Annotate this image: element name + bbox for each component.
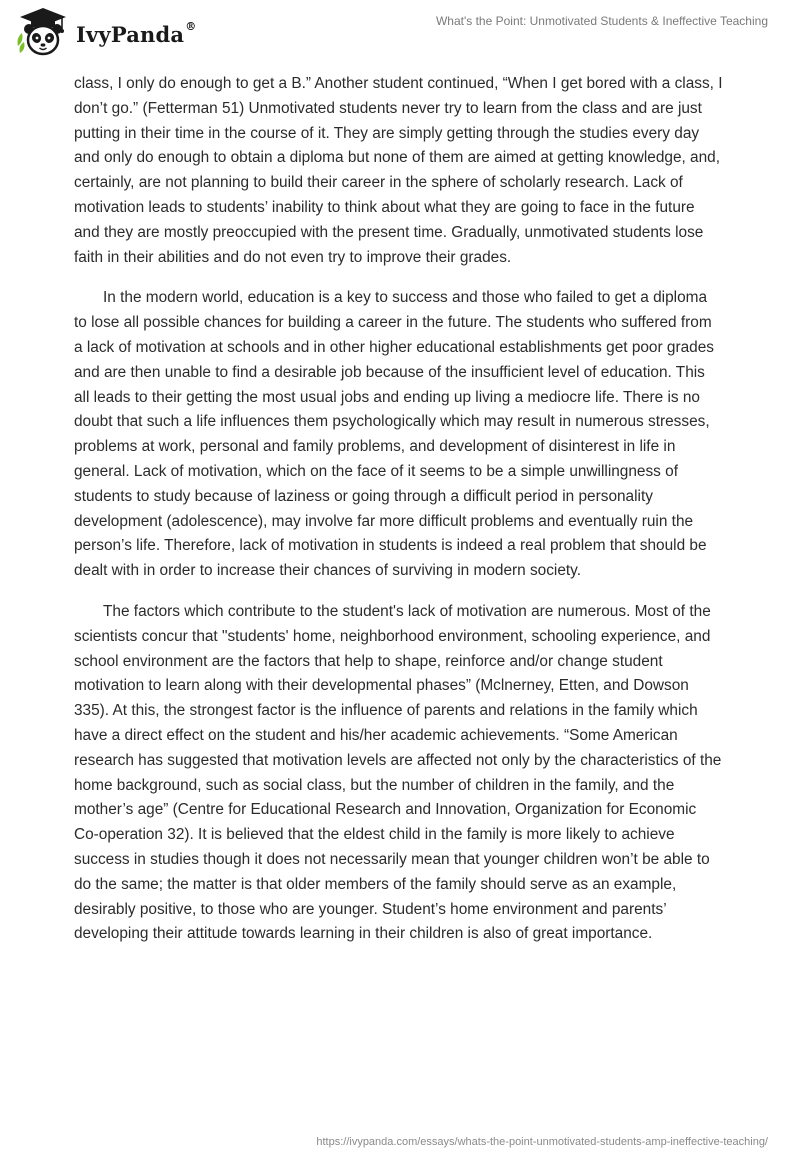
essay-body: [74, 72, 724, 963]
paragraph: The factors which contribute to the student's lack of motivation are numerous. Most of the scientists concur that "students' home, neighborhood environment, schooling experience, and school environment are the factors that help to shape, reinforce and/or change student motivation to learn along with their developmental phases” (Mclnerney, Etten, and Dowson 335). At this, the strongest factor is the influence of parents and relations in the family which have a direct effect on the student and his/her academic achievements. “Some American research has suggested that motivation levels are affected not only by the characteristics of the home background, such as social class, but the number of children in the family, and the mother’s age” (Centre for Educational Research and Innovation, Organization for Economic Co-operation 32). It is believed that the eldest child in the family is more likely to achieve success in studies though it does not necessarily mean that younger children won’t be able to do the same; the matter is that older members of the family should serve as an example, desirably positive, to those who are younger. Student’s home environment and parents’ developing their attitude towards learning in their children is also of great importance.: [74, 602, 722, 943]
brand-logo[interactable]: [14, 6, 196, 58]
brand-name: IvyPanda®: [76, 19, 197, 47]
document-title: What's the Point: Unmotivated Students & Ineffective Teaching: [435, 14, 768, 28]
page-header: [0, 0, 800, 70]
paragraph: class, I only do enough to get a B.” Another student continued, “When I get bored with a class, I don’t go.” (Fetterman 51) Unmotivated students never try to learn from the class and are just putting in their time in the course of it. They are simply getting through the studies every day and only do enough to obtain a diploma but none of them are aimed at getting knowledge, and, certainly, are not planning to build their career in the sphere of scholarly research. Lack of motivation leads to students’ inability to think about what they are going to face in the future and they are mostly preoccupied with the present time. Gradually, unmotivated students lose faith in their abilities and do not even try to improve their grades.: [74, 75, 723, 266]
panda-graduate-icon: [14, 6, 72, 58]
source-url[interactable]: https://ivypanda.com/essays/whats-the-point-unmotivated-students-amp-ineffective-teaching/: [316, 1136, 768, 1148]
registered-mark: ®: [185, 19, 197, 33]
paragraph: In the modern world, education is a key to success and those who failed to get a diploma to lose all possible chances for building a career in the future. The students who suffered from a lack of motivation at schools and in other higher educational establishments get poor grades and are then unable to find a desirable job because of the insufficient level of education. This all leads to their getting the most usual jobs and ending up living a mediocre life. There is no doubt that such a life influences them psychologically which may result in numerous stresses, problems at work, personal and family problems, and development of disinterest in life in general. Lack of motivation, which on the face of it seems to be a simple unwillingness of students to study because of laziness or going through a difficult period in personality development (adolescence), may involve far more difficult problems and eventually ruin the person’s life. Therefore, lack of motivation in students is indeed a real problem that should be dealt with in order to increase their chances of surviving in modern society.: [74, 289, 714, 580]
